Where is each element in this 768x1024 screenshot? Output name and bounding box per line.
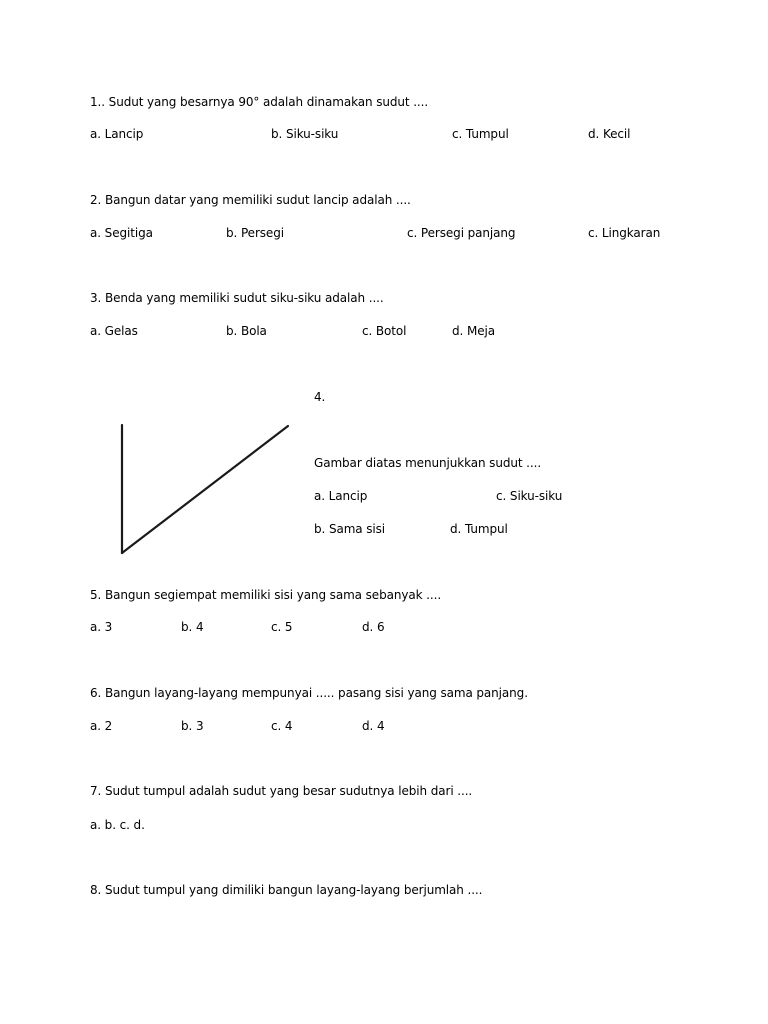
question-2-option-c: c. Persegi panjang <box>407 226 516 240</box>
question-2-option-d: c. Lingkaran <box>588 226 661 240</box>
question-4-option-a: a. Lancip <box>314 489 368 503</box>
question-3-option-d: d. Meja <box>452 324 495 338</box>
question-1-option-c: c. Tumpul <box>452 127 509 141</box>
question-6-option-c: c. 4 <box>271 719 293 733</box>
question-3-text: 3. Benda yang memiliki sudut siku-siku adalah .... <box>90 291 384 305</box>
question-2-option-a: a. Segitiga <box>90 226 153 240</box>
question-1-text: 1.. Sudut yang besarnya 90° adalah dinamakan sudut .... <box>90 95 429 109</box>
question-5-option-c: c. 5 <box>271 620 293 634</box>
question-4-option-c: c. Siku-siku <box>496 489 563 503</box>
question-7-options: a. b. c. d. <box>90 818 145 832</box>
question-8-text: 8. Sudut tumpul yang dimiliki bangun layang-layang berjumlah .... <box>90 883 483 897</box>
question-2-text: 2. Bangun datar yang memiliki sudut lancip adalah .... <box>90 193 411 207</box>
question-4-text: Gambar diatas menunjukkan sudut .... <box>314 456 542 470</box>
question-3-option-a: a. Gelas <box>90 324 138 338</box>
question-7-text: 7. Sudut tumpul adalah sudut yang besar sudutnya lebih dari .... <box>90 784 473 798</box>
question-5-option-d: d. 6 <box>362 620 385 634</box>
question-4-option-d: d. Tumpul <box>450 522 508 536</box>
question-2-option-b: b. Persegi <box>226 226 284 240</box>
angle-second-ray <box>122 426 288 553</box>
question-6-option-b: b. 3 <box>181 719 204 733</box>
question-1-option-b: b. Siku-siku <box>271 127 339 141</box>
question-1-option-d: d. Kecil <box>588 127 631 141</box>
question-5-option-b: b. 4 <box>181 620 204 634</box>
question-1-option-a: a. Lancip <box>90 127 144 141</box>
acute-angle-figure <box>110 418 300 563</box>
question-3-option-c: c. Botol <box>362 324 407 338</box>
question-5-text: 5. Bangun segiempat memiliki sisi yang sama sebanyak .... <box>90 588 442 602</box>
question-5-option-a: a. 3 <box>90 620 113 634</box>
question-6-text: 6. Bangun layang-layang mempunyai ..... pasang sisi yang sama panjang. <box>90 686 528 700</box>
question-3-option-b: b. Bola <box>226 324 267 338</box>
question-4-option-b: b. Sama sisi <box>314 522 386 536</box>
question-6-option-d: d. 4 <box>362 719 385 733</box>
question-4-number: 4. <box>314 390 326 404</box>
question-6-option-a: a. 2 <box>90 719 113 733</box>
